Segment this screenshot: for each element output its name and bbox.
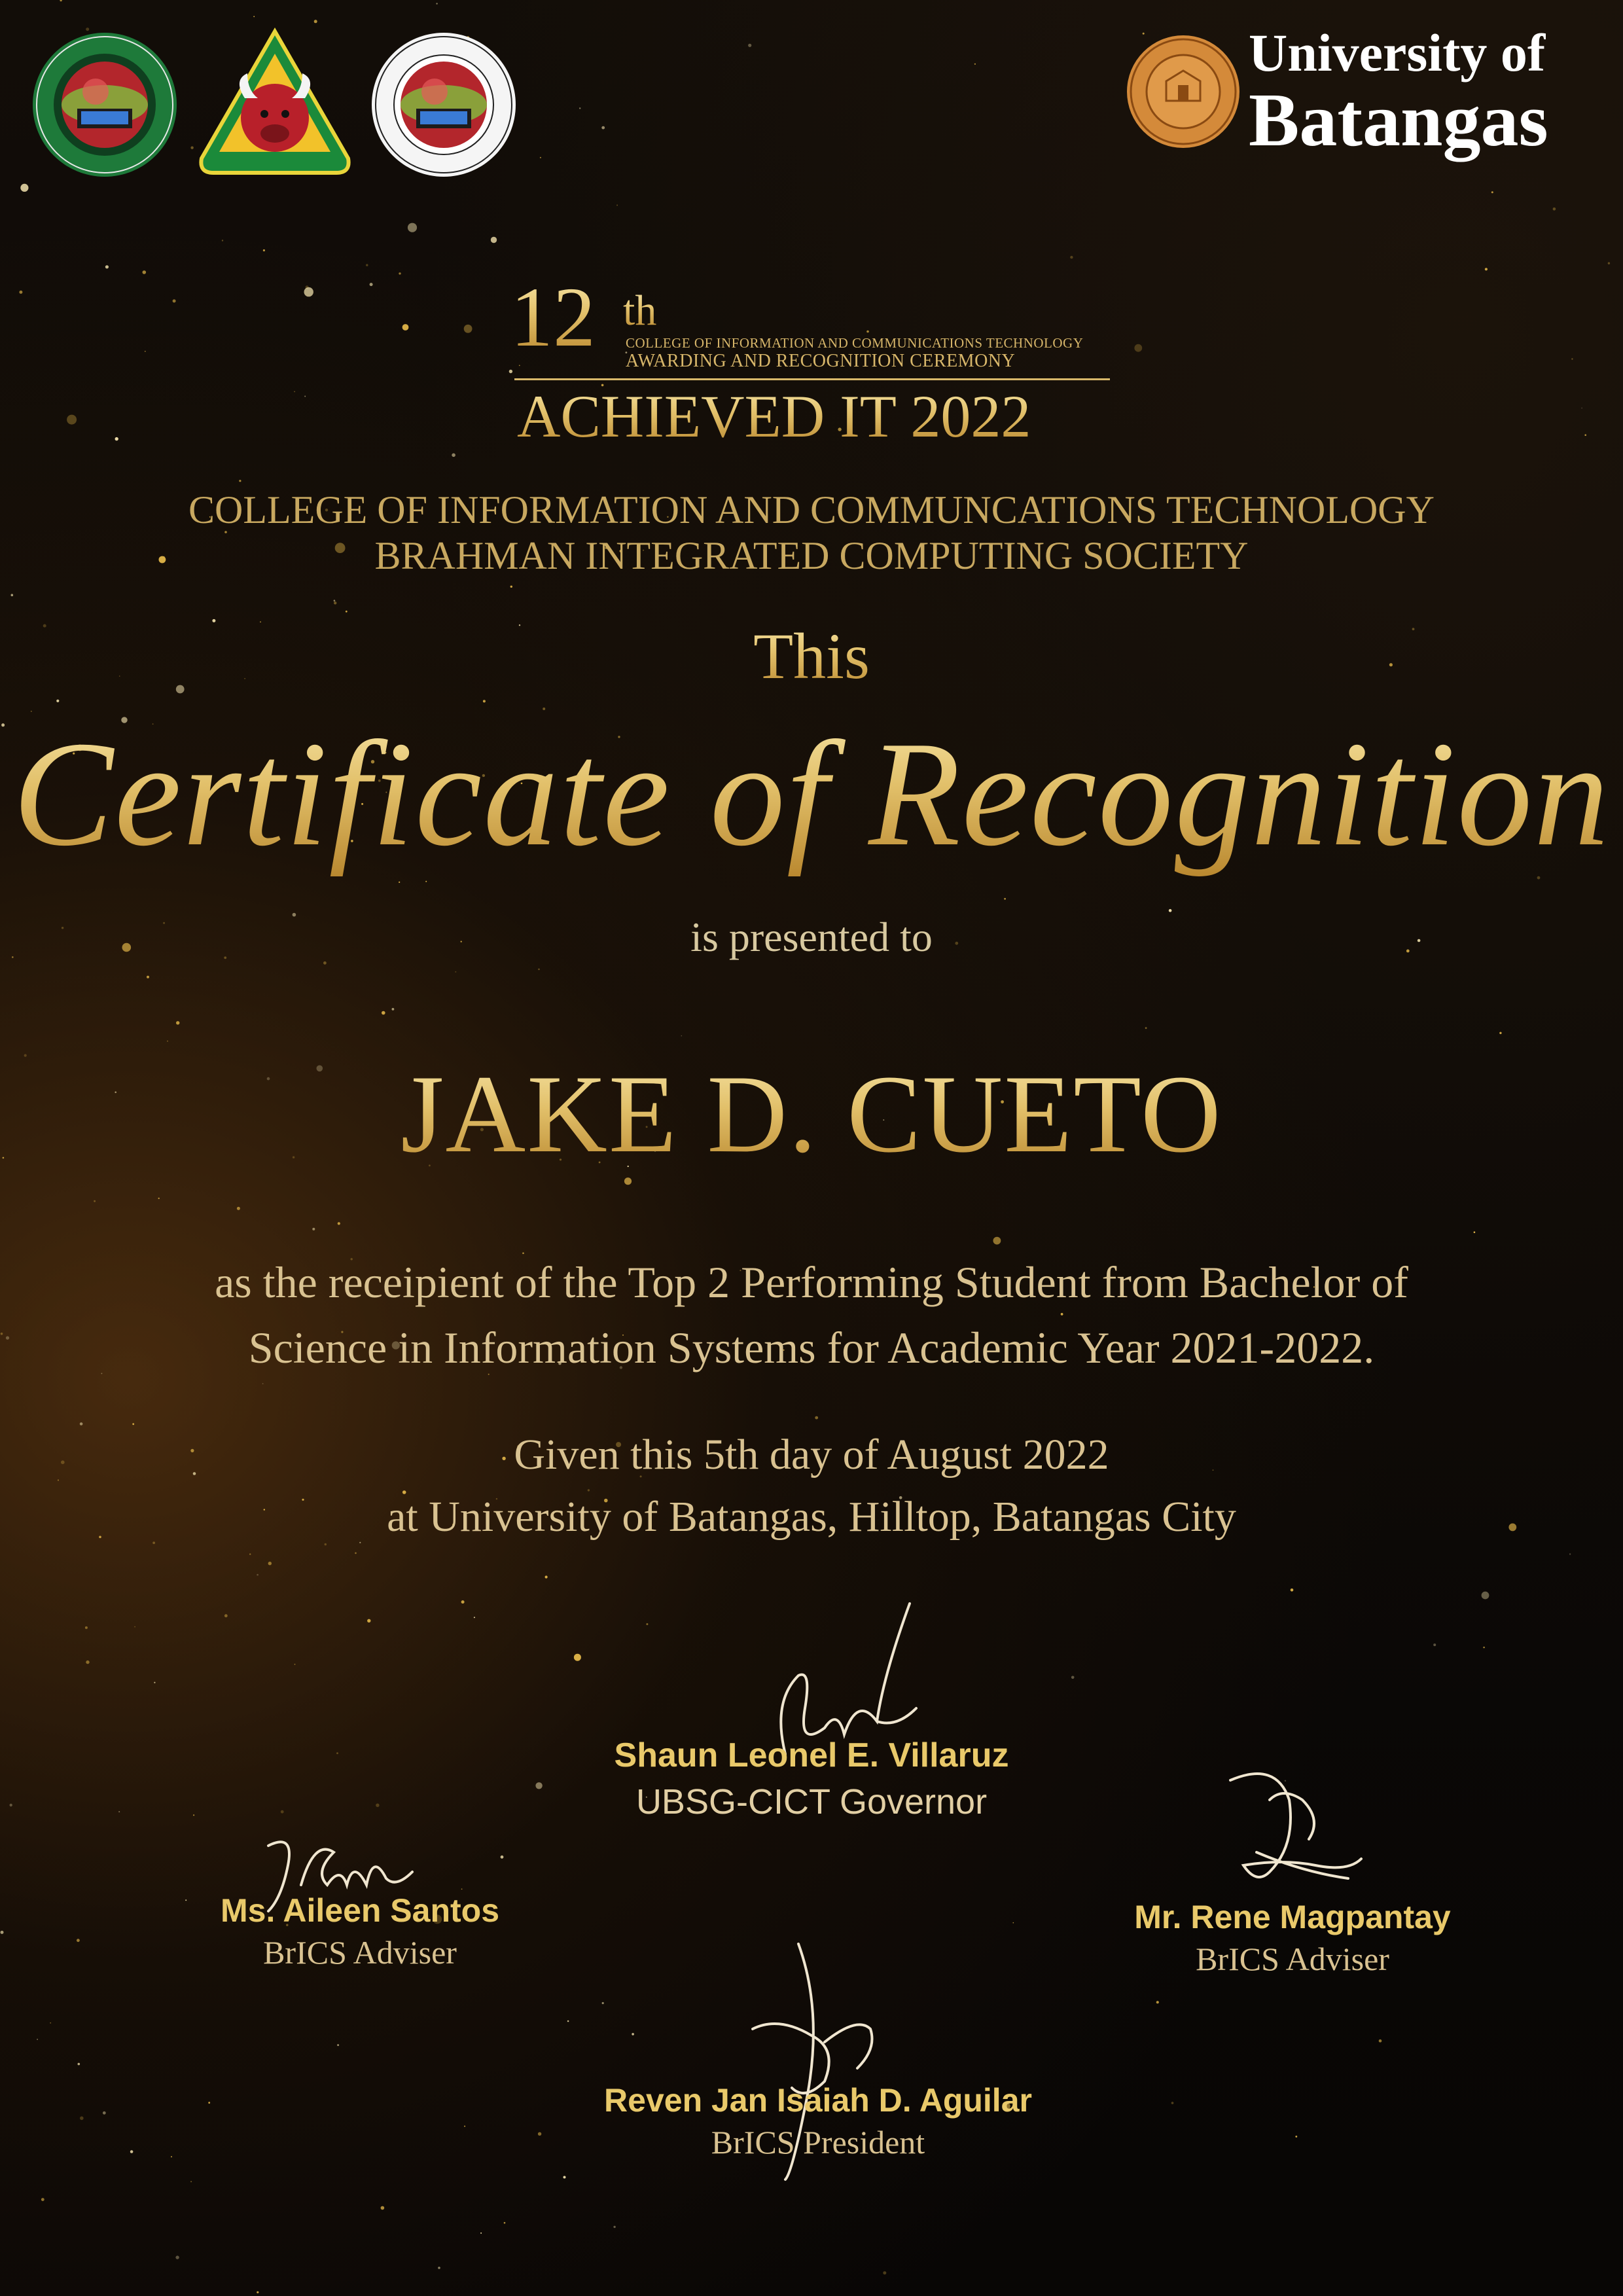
sparkle — [334, 600, 336, 601]
sparkle — [37, 2039, 38, 2040]
sparkle — [304, 396, 306, 397]
sparkle — [376, 1804, 379, 1807]
sparkle — [147, 976, 149, 978]
sparkle — [563, 2176, 566, 2179]
sparkle — [281, 1810, 284, 1814]
sparkle — [312, 1228, 315, 1230]
sparkle — [579, 107, 580, 109]
sparkle — [535, 1782, 542, 1789]
sparkle — [359, 1542, 361, 1543]
presented-to-text: is presented to — [690, 914, 933, 960]
sparkle — [474, 1617, 475, 1618]
sparkle — [616, 205, 618, 206]
sparkle — [171, 2156, 172, 2157]
adviser1-role: BrICS Adviser — [263, 1934, 457, 1971]
sparkle — [173, 299, 176, 302]
sparkle — [294, 1664, 296, 1665]
sparkle — [748, 44, 751, 47]
sparkle — [134, 1626, 135, 1628]
sparkle — [323, 961, 327, 965]
sparkle — [425, 881, 427, 882]
president-name: Reven Jan Isaiah D. Aguilar — [604, 2082, 1032, 2119]
description-line1: as the receipient of the Top 2 Performing Student from Bachelor of — [215, 1257, 1408, 1307]
sparkle — [1070, 256, 1073, 259]
sparkle — [175, 2255, 179, 2259]
sparkle — [103, 2111, 106, 2115]
adviser2-name: Mr. Rene Magpantay — [1134, 1899, 1451, 1935]
sparkle — [382, 1011, 385, 1015]
sparkle — [253, 16, 255, 17]
sparkle — [632, 2033, 634, 2036]
sparkle — [132, 1423, 134, 1425]
given-location: at University of Batangas, Hilltop, Batangas City — [387, 1493, 1236, 1541]
sparkle — [80, 2117, 84, 2121]
sparkle — [545, 1575, 548, 1578]
sparkle — [158, 1198, 160, 1199]
event-number: 12 — [510, 270, 596, 365]
sparkle — [452, 454, 455, 457]
sparkle — [77, 1939, 80, 1942]
event-header — [510, 270, 1119, 450]
sparkle — [370, 283, 373, 286]
sparkle — [1569, 1553, 1571, 1554]
sparkle — [601, 126, 605, 130]
sparkle — [176, 1021, 179, 1024]
sparkle — [20, 184, 28, 192]
sparkle — [105, 265, 109, 268]
sparkle — [257, 1574, 259, 1576]
sparkle — [1553, 207, 1556, 211]
sparkle — [588, 1489, 590, 1491]
sparkle — [1145, 1027, 1147, 1029]
sparkle — [154, 1682, 155, 1683]
sparkle — [130, 2150, 134, 2153]
sparkle — [646, 1623, 648, 1625]
sparkle — [624, 1177, 632, 1185]
sparkle — [268, 1562, 272, 1565]
sparkle — [1379, 2039, 1382, 2043]
sparkle — [237, 1207, 240, 1210]
sparkle — [1482, 1592, 1489, 1600]
sparkle — [1433, 1643, 1436, 1646]
sparkle — [263, 249, 265, 251]
sparkle — [67, 415, 77, 425]
sparkle — [438, 2267, 440, 2269]
sparkle — [510, 586, 512, 588]
college-name: COLLEGE OF INFORMATION AND COMMUNCATIONS TECHNOLOGY — [188, 488, 1435, 531]
sparkle — [993, 1237, 1001, 1245]
sparkle — [41, 2198, 45, 2201]
sparkle — [1483, 1647, 1485, 1649]
sparkle — [1004, 898, 1006, 900]
sparkle — [338, 1222, 340, 1225]
sparkle — [504, 2222, 506, 2224]
given-date: Given this 5th day of August 2022 — [514, 1431, 1109, 1479]
president-role: BrICS President — [711, 2124, 925, 2161]
sparkle — [1156, 2001, 1159, 2003]
sparkle — [1, 1931, 4, 1934]
event-ordinal: th — [623, 287, 657, 334]
sparkle — [1295, 2136, 1297, 2138]
governor-role: UBSG-CICT Governor — [635, 1782, 988, 1821]
sparkle — [355, 1552, 357, 1554]
sparkle — [167, 1041, 168, 1042]
sparkle — [483, 700, 486, 702]
sparkle — [11, 594, 14, 596]
sparkle — [262, 1383, 264, 1384]
sparkle — [540, 157, 541, 158]
sparkle — [80, 1422, 83, 1426]
sparkle — [1061, 1313, 1063, 1316]
sparkle — [461, 1888, 463, 1890]
sparkle — [1291, 1588, 1294, 1592]
university-name-line2: Batangas — [1249, 79, 1548, 162]
sparkle — [455, 971, 456, 973]
sparkle — [1499, 1032, 1501, 1034]
university-name-line1: University of — [1249, 23, 1546, 82]
sparkle — [208, 2102, 210, 2104]
sparkle — [145, 351, 146, 352]
adviser2-role: BrICS Adviser — [1196, 1941, 1389, 1977]
sparkle — [325, 1543, 327, 1545]
sparkle — [294, 391, 295, 393]
sparkle — [436, 3, 437, 4]
sparkle — [392, 1008, 395, 1011]
sparkle — [567, 2020, 569, 2022]
sparkle — [402, 324, 409, 331]
sparkle — [190, 147, 193, 149]
event-subtitle-1: COLLEGE OF INFORMATION AND COMMUNICATIONS TECHNOLOGY — [626, 335, 1084, 351]
sparkle — [408, 223, 417, 232]
sparkle — [1584, 434, 1586, 436]
sparkle — [974, 63, 976, 65]
sparkle — [249, 1553, 251, 1554]
event-title: ACHIEVED IT 2022 — [517, 383, 1031, 450]
sparkle — [257, 2291, 259, 2293]
signatory-adviser-magpantay — [1073, 1898, 1512, 1978]
sparkle — [115, 437, 118, 440]
signatory-governor — [550, 1736, 1073, 1822]
sparkle — [1013, 1922, 1014, 1924]
sparkle — [19, 291, 22, 294]
sparkle — [86, 1660, 89, 1664]
sparkle — [337, 2044, 339, 2046]
sparkle — [118, 1811, 120, 1812]
sparkle — [613, 2226, 615, 2228]
sparkle — [538, 969, 540, 971]
sparkle — [1171, 2102, 1174, 2104]
sparkle — [501, 1856, 504, 1859]
event-subtitle-2: AWARDING AND RECOGNITION CEREMONY — [626, 351, 1016, 371]
sparkle — [1169, 909, 1172, 912]
sparkle — [94, 1200, 96, 1202]
sparkle — [381, 2206, 385, 2210]
adviser1-name: Ms. Aileen Santos — [220, 1892, 500, 1929]
sparkle — [488, 1374, 490, 1375]
cict-logo — [31, 31, 179, 179]
description-line2: Science in Information Systems for Academic Year 2021-2022. — [248, 1323, 1375, 1372]
signatory-president — [550, 2081, 1086, 2161]
sparkle — [304, 287, 313, 296]
sparkle — [1134, 344, 1142, 352]
sparkle — [1485, 268, 1488, 270]
sparkle — [50, 2022, 51, 2024]
sparkle — [399, 882, 400, 883]
sparkle — [1608, 262, 1610, 264]
sparkle — [883, 2271, 886, 2274]
sparkle — [522, 1252, 524, 1254]
signatory-adviser-santos — [164, 1892, 556, 1971]
sparkle — [480, 2233, 482, 2234]
sparkle — [86, 27, 89, 31]
sparkle — [574, 1654, 581, 1661]
sparkle — [602, 2002, 604, 2004]
sparkle — [143, 270, 147, 274]
sparkle — [314, 20, 317, 23]
sparkle — [56, 700, 59, 702]
sparkle — [336, 1752, 338, 1754]
sparkle — [367, 1619, 370, 1623]
signature-magpantay — [1217, 1761, 1374, 1892]
sparkle — [1071, 1676, 1075, 1679]
sparkle — [399, 272, 401, 274]
sparkle — [366, 264, 368, 266]
sparkle — [239, 480, 241, 482]
university-seal — [1126, 34, 1241, 149]
sparkle — [1571, 358, 1573, 359]
sparkle — [334, 601, 336, 604]
sparkle — [224, 1614, 228, 1617]
sparkle — [464, 325, 473, 333]
sparkle — [815, 1416, 818, 1420]
sparkle — [346, 611, 348, 613]
sparkle — [78, 2063, 80, 2066]
intro-text: This — [0, 619, 1623, 694]
sparkle — [461, 1600, 465, 1604]
sparkle — [491, 237, 497, 243]
sparkle — [464, 2126, 465, 2127]
sparkle — [190, 2181, 192, 2182]
sparkle — [681, 1035, 683, 1037]
header-divider — [514, 378, 1110, 380]
university-name — [1249, 23, 1602, 162]
certificate-title: Certificate of Recognition — [0, 707, 1623, 880]
sparkle — [85, 1626, 88, 1629]
recipient-name: JAKE D. CUETO — [0, 1050, 1623, 1178]
sparkle — [1474, 1231, 1476, 1233]
sparkle — [1491, 191, 1493, 193]
society-name: BRAHMAN INTEGRATED COMPUTING SOCIETY — [374, 534, 1249, 577]
sparkle — [60, 0, 62, 1]
brics-bull-logo — [196, 27, 353, 178]
sparkle — [1581, 408, 1582, 409]
sparkle — [10, 1804, 12, 1806]
sparkle — [222, 240, 223, 241]
sparkle — [193, 1814, 194, 1816]
cict-logo-white — [370, 31, 518, 179]
sparkle — [538, 2132, 541, 2136]
governor-name: Shaun Leonel E. Villaruz — [614, 1736, 1009, 1774]
